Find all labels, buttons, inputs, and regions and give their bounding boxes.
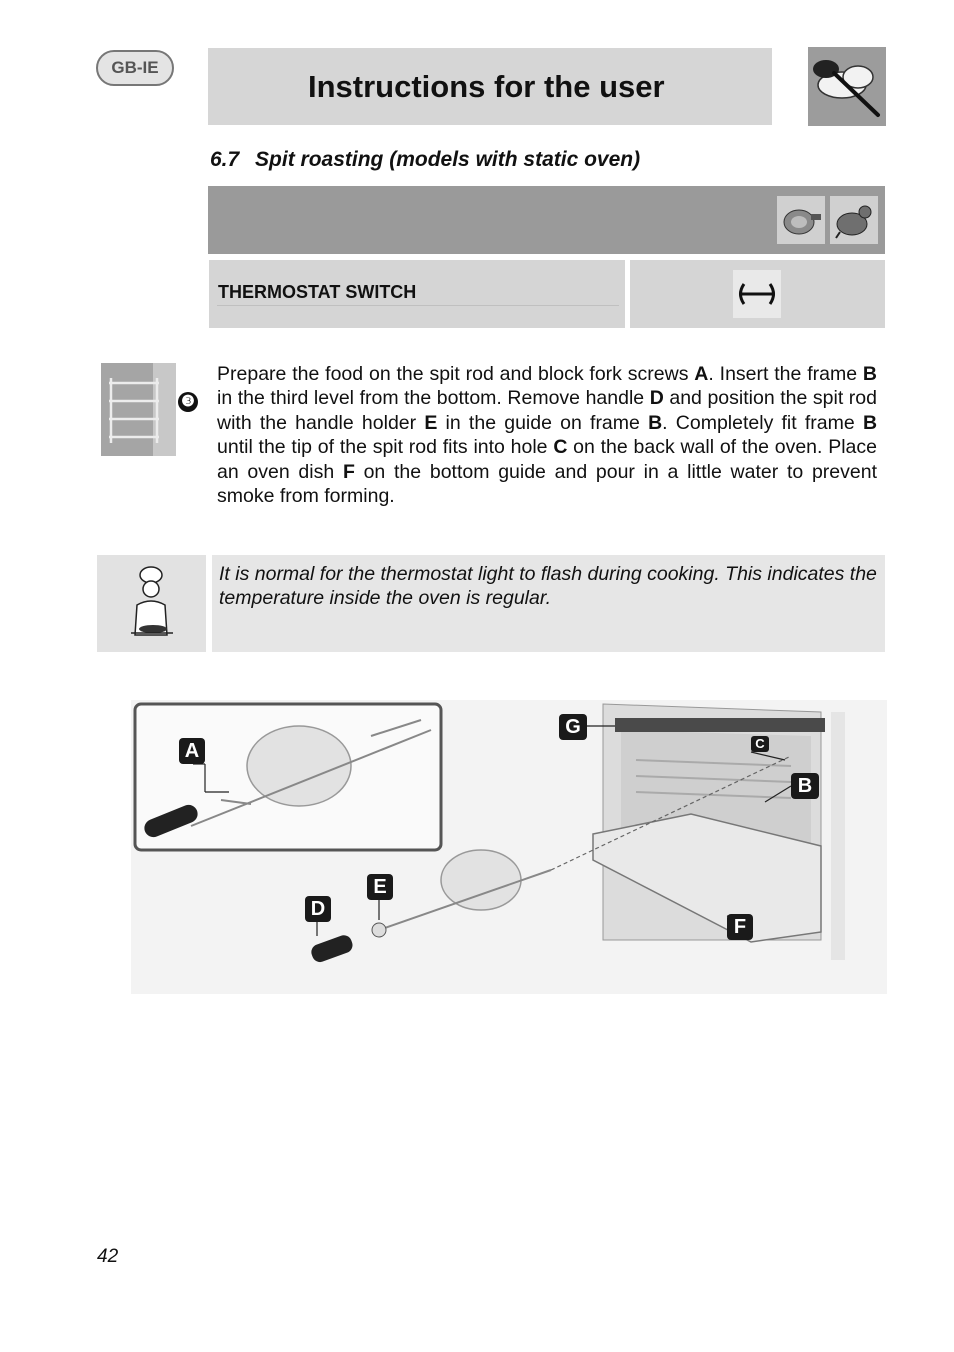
instructions-paragraph: Prepare the food on the spit rod and block fork screws A. Insert the frame B in the third level from the bottom. Remove handle D and position the spit rod with the handle holder E in the guide on frame B. Completely fit frame B until the tip of the spit rod fits into hole C on the back wall of the oven. Place an oven dish F on the bottom guide and pour in a little water to prevent smoke from forming.	[217, 363, 878, 508]
label-g: G	[559, 714, 587, 740]
shelf-level-marker: ❸	[178, 392, 198, 412]
label-b: B	[791, 773, 819, 799]
label-c: C	[751, 736, 769, 752]
meat-roast-icon	[777, 196, 825, 244]
page-number: 42	[97, 1246, 119, 1267]
note-icon-cell	[97, 555, 206, 652]
section-heading	[210, 148, 640, 172]
divider	[217, 305, 619, 306]
label-a: A	[179, 738, 205, 764]
note-box	[212, 555, 885, 652]
chef-spoon-logo-icon	[808, 47, 886, 126]
section-number: 6.7	[210, 148, 240, 171]
note-text: It is normal for the thermostat light to flash during cooking. This indicates the temperature inside the oven is regular.	[219, 563, 877, 610]
roast-chicken-icon	[830, 196, 878, 244]
oven-shelf-level-image	[101, 363, 176, 456]
page-title: Instructions for the user	[208, 48, 772, 125]
thermostat-symbol-cell	[630, 260, 885, 328]
chef-icon	[97, 555, 206, 652]
label-d: D	[305, 896, 331, 922]
rotisserie-spit-icon	[733, 270, 781, 318]
region-badge: GB-IE	[96, 50, 174, 86]
label-f: F	[727, 914, 753, 940]
thermostat-switch-cell	[209, 260, 625, 328]
thermostat-switch-label: THERMOSTAT SWITCH	[218, 282, 417, 302]
label-e: E	[367, 874, 393, 900]
spit-roast-assembly-diagram	[131, 700, 887, 994]
section-title: Spit roasting (models with static oven)	[255, 148, 641, 171]
